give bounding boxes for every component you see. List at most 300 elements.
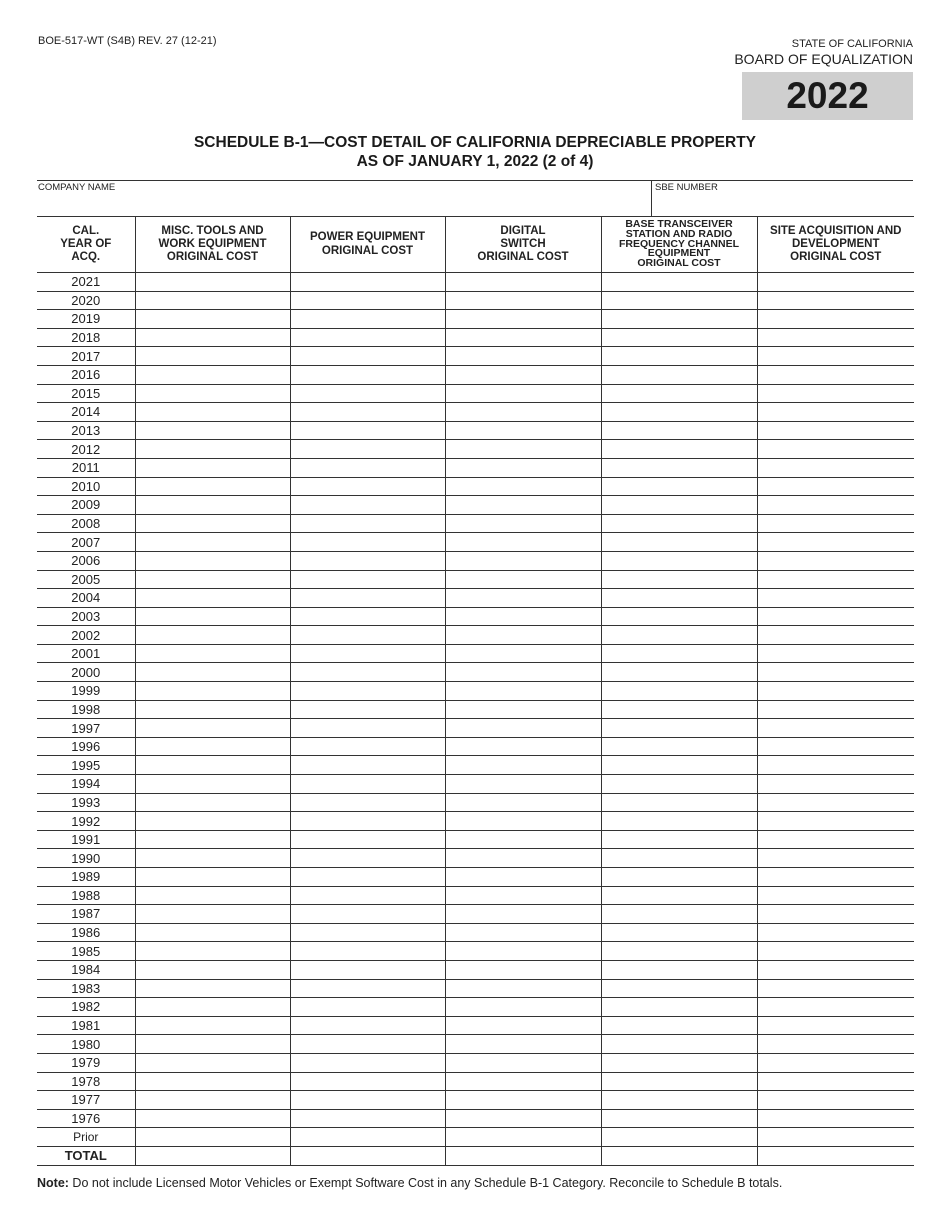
col-digital-switch-cell[interactable] — [445, 886, 601, 905]
col-site-acquisition-cell[interactable] — [757, 849, 914, 868]
col-base-transceiver-cell[interactable] — [601, 273, 757, 292]
col-site-acquisition-cell[interactable] — [757, 365, 914, 384]
col-base-transceiver-cell[interactable] — [601, 737, 757, 756]
table-row — [37, 719, 914, 738]
col-base-transceiver-cell[interactable] — [601, 514, 757, 533]
col-misc-tools-cell[interactable] — [135, 1016, 290, 1035]
col-misc-tools-cell[interactable] — [135, 291, 290, 310]
col-digital-switch-cell[interactable] — [445, 1091, 601, 1110]
col-power-equipment-cell[interactable] — [290, 477, 445, 496]
col-power-equipment-cell[interactable] — [290, 403, 445, 422]
col-base-transceiver-cell[interactable] — [601, 607, 757, 626]
col-digital-switch-cell[interactable] — [445, 421, 601, 440]
col-power-equipment-cell[interactable] — [290, 998, 445, 1017]
state-label: STATE OF CALIFORNIA — [791, 38, 913, 50]
col-digital-switch-cell[interactable] — [445, 310, 601, 329]
col-power-equipment-cell[interactable] — [290, 849, 445, 868]
header-line: ACQ. — [71, 251, 101, 264]
col-misc-tools-cell[interactable] — [135, 589, 290, 608]
col-digital-switch-cell[interactable] — [445, 849, 601, 868]
col-base-transceiver-cell[interactable] — [601, 1146, 757, 1165]
col-site-acquisition-cell[interactable] — [757, 682, 914, 701]
year-cell: 2016 — [37, 365, 135, 384]
col-base-transceiver-cell[interactable] — [601, 812, 757, 831]
col-site-acquisition-cell[interactable] — [757, 421, 914, 440]
col-site-acquisition-cell[interactable] — [757, 663, 914, 682]
col-site-acquisition-cell[interactable] — [757, 384, 914, 403]
col-base-transceiver-cell[interactable] — [601, 496, 757, 515]
col-misc-tools-cell[interactable] — [135, 830, 290, 849]
col-digital-switch-cell[interactable] — [445, 737, 601, 756]
company-name-field[interactable] — [37, 193, 649, 215]
col-site-acquisition-cell[interactable] — [757, 514, 914, 533]
col-power-equipment-cell[interactable] — [290, 1109, 445, 1128]
col-base-transceiver-cell[interactable] — [601, 1016, 757, 1035]
col-power-equipment-cell[interactable] — [290, 1146, 445, 1165]
col-base-transceiver-cell[interactable] — [601, 700, 757, 719]
col-power-equipment-cell[interactable] — [290, 273, 445, 292]
col-digital-switch-cell[interactable] — [445, 440, 601, 459]
col-misc-tools-cell[interactable] — [135, 533, 290, 552]
col-misc-tools-cell[interactable] — [135, 942, 290, 961]
year-cell: 1988 — [37, 886, 135, 905]
col-digital-switch-cell[interactable] — [445, 942, 601, 961]
header-line: ORIGINAL COST — [166, 251, 259, 264]
table-row — [37, 1035, 914, 1054]
col-digital-switch-cell[interactable] — [445, 477, 601, 496]
col-base-transceiver-cell[interactable] — [601, 849, 757, 868]
col-base-transceiver-cell[interactable] — [601, 551, 757, 570]
col-digital-switch-cell[interactable] — [445, 1146, 601, 1165]
col-base-transceiver-cell[interactable] — [601, 960, 757, 979]
col-digital-switch-cell[interactable] — [445, 793, 601, 812]
year-cell: 2011 — [37, 458, 135, 477]
header-line: CAL. — [72, 224, 100, 237]
col-site-acquisition-cell[interactable] — [757, 1072, 914, 1091]
col-misc-tools-cell[interactable] — [135, 644, 290, 663]
col-power-equipment-cell[interactable] — [290, 979, 445, 998]
col-base-transceiver-cell[interactable] — [601, 923, 757, 942]
col-digital-switch-cell[interactable] — [445, 347, 601, 366]
col-base-transceiver-cell[interactable] — [601, 328, 757, 347]
col-power-equipment-cell[interactable] — [290, 663, 445, 682]
col-site-acquisition-cell[interactable] — [757, 273, 914, 292]
year-cell: 1982 — [37, 998, 135, 1017]
col-site-acquisition-cell[interactable] — [757, 347, 914, 366]
col-power-equipment-cell[interactable] — [290, 830, 445, 849]
col-digital-switch-cell[interactable] — [445, 458, 601, 477]
col-power-equipment-cell[interactable] — [290, 886, 445, 905]
col-base-transceiver-cell[interactable] — [601, 942, 757, 961]
col-power-equipment-cell[interactable] — [290, 551, 445, 570]
col-site-acquisition-cell[interactable] — [757, 960, 914, 979]
col-power-equipment-cell[interactable] — [290, 440, 445, 459]
col-misc-tools-cell[interactable] — [135, 868, 290, 887]
col-misc-tools-cell[interactable] — [135, 1146, 290, 1165]
col-digital-switch-cell[interactable] — [445, 1128, 601, 1147]
col-power-equipment-cell[interactable] — [290, 682, 445, 701]
col-misc-tools-cell[interactable] — [135, 607, 290, 626]
col-misc-tools-cell[interactable] — [135, 923, 290, 942]
col-power-equipment-cell[interactable] — [290, 868, 445, 887]
col-site-acquisition-cell[interactable] — [757, 328, 914, 347]
col-site-acquisition-cell[interactable] — [757, 496, 914, 515]
col-site-acquisition-cell[interactable] — [757, 1016, 914, 1035]
col-base-transceiver-cell[interactable] — [601, 1109, 757, 1128]
header-line: BASE TRANSCEIVER — [625, 217, 733, 230]
table-row — [37, 905, 914, 924]
col-site-acquisition-cell[interactable] — [757, 923, 914, 942]
col-misc-tools-cell[interactable] — [135, 663, 290, 682]
year-cell: 1999 — [37, 682, 135, 701]
col-power-equipment-cell[interactable] — [290, 514, 445, 533]
col-power-equipment-cell[interactable] — [290, 942, 445, 961]
col-digital-switch-cell[interactable] — [445, 682, 601, 701]
table-row — [37, 886, 914, 905]
header-line: YEAR OF — [60, 237, 112, 250]
col-site-acquisition-cell[interactable] — [757, 905, 914, 924]
col-misc-tools-cell[interactable] — [135, 905, 290, 924]
col-base-transceiver-cell[interactable] — [601, 663, 757, 682]
col-power-equipment-cell[interactable] — [290, 775, 445, 794]
col-power-equipment-cell[interactable] — [290, 1035, 445, 1054]
col-site-acquisition-cell[interactable] — [757, 403, 914, 422]
col-power-equipment-cell[interactable] — [290, 1128, 445, 1147]
col-power-equipment-cell[interactable] — [290, 496, 445, 515]
col-digital-switch-cell[interactable] — [445, 589, 601, 608]
col-site-acquisition-cell[interactable] — [757, 607, 914, 626]
col-misc-tools-cell[interactable] — [135, 477, 290, 496]
col-power-equipment-cell[interactable] — [290, 458, 445, 477]
year-cell: 1976 — [37, 1109, 135, 1128]
col-site-acquisition-cell[interactable] — [757, 812, 914, 831]
table-row — [37, 384, 914, 403]
col-site-acquisition-cell[interactable] — [757, 477, 914, 496]
col-digital-switch-cell[interactable] — [445, 273, 601, 292]
col-misc-tools-cell[interactable] — [135, 960, 290, 979]
col-digital-switch-cell[interactable] — [445, 384, 601, 403]
col-misc-tools-cell[interactable] — [135, 719, 290, 738]
year-cell: 1984 — [37, 960, 135, 979]
col-power-equipment-cell[interactable] — [290, 812, 445, 831]
col-base-transceiver-cell[interactable] — [601, 570, 757, 589]
table-row — [37, 793, 914, 812]
year-cell: 1996 — [37, 737, 135, 756]
year-cell: 2021 — [37, 273, 135, 292]
col-site-acquisition-cell[interactable] — [757, 830, 914, 849]
header-line: ORIGINAL COST — [637, 257, 721, 270]
col-base-transceiver-cell[interactable] — [601, 719, 757, 738]
col-site-acquisition-cell[interactable] — [757, 1091, 914, 1110]
col-power-equipment-cell[interactable] — [290, 1053, 445, 1072]
table-row — [37, 514, 914, 533]
year-cell: 1990 — [37, 849, 135, 868]
col-power-equipment-cell[interactable] — [290, 310, 445, 329]
col-site-acquisition-cell[interactable] — [757, 737, 914, 756]
col-digital-switch-cell[interactable] — [445, 775, 601, 794]
col-digital-switch-cell[interactable] — [445, 570, 601, 589]
col-digital-switch-cell[interactable] — [445, 644, 601, 663]
col-digital-switch-cell[interactable] — [445, 1109, 601, 1128]
col-base-transceiver-cell[interactable] — [601, 1035, 757, 1054]
col-site-acquisition-cell[interactable] — [757, 868, 914, 887]
table-row — [37, 923, 914, 942]
col-base-transceiver-cell[interactable] — [601, 440, 757, 459]
year-cell: 2008 — [37, 514, 135, 533]
col-site-acquisition-cell[interactable] — [757, 998, 914, 1017]
col-base-transceiver-cell[interactable] — [601, 682, 757, 701]
table-row — [37, 979, 914, 998]
year-cell: 2000 — [37, 663, 135, 682]
col-site-acquisition-cell[interactable] — [757, 719, 914, 738]
board-label: BOARD OF EQUALIZATION — [734, 51, 913, 67]
table-row — [37, 607, 914, 626]
col-power-equipment-cell[interactable] — [290, 793, 445, 812]
col-power-equipment-cell[interactable] — [290, 291, 445, 310]
col-misc-tools-cell[interactable] — [135, 979, 290, 998]
col-misc-tools-cell[interactable] — [135, 1035, 290, 1054]
col-base-transceiver-cell[interactable] — [601, 458, 757, 477]
col-power-equipment-cell[interactable] — [290, 1091, 445, 1110]
col-power-equipment-cell[interactable] — [290, 384, 445, 403]
col-digital-switch-cell[interactable] — [445, 979, 601, 998]
header-line: ORIGINAL COST — [477, 251, 569, 264]
col-digital-switch-cell[interactable] — [445, 998, 601, 1017]
year-cell: 1980 — [37, 1035, 135, 1054]
col-power-equipment-cell[interactable] — [290, 756, 445, 775]
table-header-row — [37, 217, 914, 273]
sbe-number-field[interactable] — [655, 193, 911, 215]
col-misc-tools-cell[interactable] — [135, 1091, 290, 1110]
col-misc-tools-cell[interactable] — [135, 440, 290, 459]
col-digital-switch-cell[interactable] — [445, 700, 601, 719]
col-misc-tools-cell[interactable] — [135, 310, 290, 329]
col-digital-switch-cell[interactable] — [445, 551, 601, 570]
col-digital-switch-cell[interactable] — [445, 719, 601, 738]
col-misc-tools-cell[interactable] — [135, 347, 290, 366]
col-power-equipment-cell[interactable] — [290, 960, 445, 979]
col-site-acquisition-cell[interactable] — [757, 942, 914, 961]
col-site-acquisition-cell[interactable] — [757, 1053, 914, 1072]
col-base-transceiver-cell[interactable] — [601, 979, 757, 998]
table-row — [37, 812, 914, 831]
col-site-acquisition-cell[interactable] — [757, 533, 914, 552]
col-digital-switch-cell[interactable] — [445, 365, 601, 384]
col-site-acquisition-cell[interactable] — [757, 979, 914, 998]
col-misc-tools-cell[interactable] — [135, 273, 290, 292]
col-misc-tools-cell[interactable] — [135, 793, 290, 812]
col-misc-tools-cell[interactable] — [135, 682, 290, 701]
col-base-transceiver-cell[interactable] — [601, 756, 757, 775]
col-digital-switch-cell[interactable] — [445, 663, 601, 682]
col-base-transceiver-cell[interactable] — [601, 1128, 757, 1147]
col-site-acquisition-cell[interactable] — [757, 570, 914, 589]
col-misc-tools-cell[interactable] — [135, 421, 290, 440]
col-power-equipment-cell[interactable] — [290, 570, 445, 589]
col-power-equipment-cell[interactable] — [290, 1016, 445, 1035]
col-base-transceiver-cell[interactable] — [601, 1053, 757, 1072]
col-site-acquisition-cell[interactable] — [757, 458, 914, 477]
col-digital-switch-cell[interactable] — [445, 328, 601, 347]
col-base-transceiver-cell[interactable] — [601, 775, 757, 794]
col-base-transceiver-cell[interactable] — [601, 830, 757, 849]
col-base-transceiver-cell[interactable] — [601, 905, 757, 924]
col-site-acquisition-cell[interactable] — [757, 626, 914, 645]
sbe-number-label: SBE NUMBER — [655, 182, 718, 193]
col-power-equipment-cell[interactable] — [290, 347, 445, 366]
col-base-transceiver-cell[interactable] — [601, 477, 757, 496]
col-base-transceiver-cell[interactable] — [601, 868, 757, 887]
col-base-transceiver-cell[interactable] — [601, 886, 757, 905]
col-power-equipment-cell[interactable] — [290, 533, 445, 552]
year-cell: TOTAL — [37, 1146, 135, 1165]
col-digital-switch-cell[interactable] — [445, 496, 601, 515]
col-power-equipment-cell[interactable] — [290, 644, 445, 663]
col-site-acquisition-cell[interactable] — [757, 886, 914, 905]
col-digital-switch-cell[interactable] — [445, 626, 601, 645]
col-site-acquisition-cell[interactable] — [757, 440, 914, 459]
col-base-transceiver-cell[interactable] — [601, 365, 757, 384]
col-power-equipment-cell[interactable] — [290, 589, 445, 608]
col-site-acquisition-cell[interactable] — [757, 589, 914, 608]
col-digital-switch-cell[interactable] — [445, 756, 601, 775]
col-base-transceiver-cell[interactable] — [601, 310, 757, 329]
col-power-equipment-cell[interactable] — [290, 365, 445, 384]
col-site-acquisition-cell[interactable] — [757, 310, 914, 329]
col-power-equipment-header — [290, 217, 445, 273]
col-site-acquisition-cell[interactable] — [757, 1109, 914, 1128]
col-digital-switch-cell[interactable] — [445, 830, 601, 849]
table-row — [37, 1091, 914, 1110]
col-misc-tools-cell[interactable] — [135, 1109, 290, 1128]
col-power-equipment-cell[interactable] — [290, 719, 445, 738]
col-cal-year-header — [37, 217, 135, 273]
table-row — [37, 477, 914, 496]
col-misc-tools-cell[interactable] — [135, 812, 290, 831]
header-line: STATION AND RADIO — [625, 227, 733, 240]
col-misc-tools-cell[interactable] — [135, 496, 290, 515]
page-subtitle: AS OF JANUARY 1, 2022 (2 of 4) — [356, 153, 594, 170]
col-digital-switch-cell[interactable] — [445, 1053, 601, 1072]
table-row — [37, 700, 914, 719]
col-power-equipment-cell[interactable] — [290, 607, 445, 626]
col-site-acquisition-cell[interactable] — [757, 1128, 914, 1147]
col-site-acquisition-cell[interactable] — [757, 551, 914, 570]
year-cell: 2009 — [37, 496, 135, 515]
col-power-equipment-cell[interactable] — [290, 700, 445, 719]
col-digital-switch-cell[interactable] — [445, 514, 601, 533]
col-misc-tools-cell[interactable] — [135, 328, 290, 347]
table-row — [37, 1016, 914, 1035]
col-misc-tools-cell[interactable] — [135, 737, 290, 756]
cost-detail-table — [37, 216, 914, 1166]
col-misc-tools-cell[interactable] — [135, 458, 290, 477]
col-misc-tools-cell[interactable] — [135, 700, 290, 719]
col-misc-tools-cell[interactable] — [135, 365, 290, 384]
col-site-acquisition-cell[interactable] — [757, 644, 914, 663]
col-misc-tools-cell[interactable] — [135, 1053, 290, 1072]
col-base-transceiver-cell[interactable] — [601, 998, 757, 1017]
col-digital-switch-cell[interactable] — [445, 403, 601, 422]
col-misc-tools-cell[interactable] — [135, 886, 290, 905]
col-base-transceiver-cell[interactable] — [601, 403, 757, 422]
col-digital-switch-cell[interactable] — [445, 607, 601, 626]
col-digital-switch-header — [445, 217, 601, 273]
col-digital-switch-cell[interactable] — [445, 960, 601, 979]
col-digital-switch-cell[interactable] — [445, 1035, 601, 1054]
col-site-acquisition-cell[interactable] — [757, 291, 914, 310]
col-digital-switch-cell[interactable] — [445, 1016, 601, 1035]
col-misc-tools-cell[interactable] — [135, 626, 290, 645]
header-line: DIGITAL — [500, 224, 546, 237]
col-digital-switch-cell[interactable] — [445, 905, 601, 924]
col-base-transceiver-cell[interactable] — [601, 421, 757, 440]
col-misc-tools-cell[interactable] — [135, 551, 290, 570]
col-site-acquisition-cell[interactable] — [757, 793, 914, 812]
col-digital-switch-cell[interactable] — [445, 291, 601, 310]
table-row — [37, 458, 914, 477]
col-power-equipment-cell[interactable] — [290, 737, 445, 756]
col-digital-switch-cell[interactable] — [445, 533, 601, 552]
col-digital-switch-cell[interactable] — [445, 1072, 601, 1091]
col-misc-tools-cell[interactable] — [135, 1072, 290, 1091]
col-base-transceiver-cell[interactable] — [601, 793, 757, 812]
page-title: SCHEDULE B-1—COST DETAIL OF CALIFORNIA DEPRECIABLE PROPERTY — [193, 134, 757, 151]
col-misc-tools-cell[interactable] — [135, 756, 290, 775]
col-misc-tools-cell[interactable] — [135, 775, 290, 794]
col-power-equipment-cell[interactable] — [290, 421, 445, 440]
table-row — [37, 756, 914, 775]
col-digital-switch-cell[interactable] — [445, 868, 601, 887]
table-row — [37, 1109, 914, 1128]
col-power-equipment-cell[interactable] — [290, 923, 445, 942]
col-base-transceiver-cell[interactable] — [601, 644, 757, 663]
col-misc-tools-cell[interactable] — [135, 1128, 290, 1147]
col-misc-tools-cell[interactable] — [135, 998, 290, 1017]
table-row — [37, 440, 914, 459]
col-misc-tools-cell[interactable] — [135, 514, 290, 533]
col-base-transceiver-cell[interactable] — [601, 1091, 757, 1110]
col-power-equipment-cell[interactable] — [290, 626, 445, 645]
col-base-transceiver-cell[interactable] — [601, 533, 757, 552]
col-misc-tools-cell[interactable] — [135, 403, 290, 422]
col-misc-tools-cell[interactable] — [135, 384, 290, 403]
col-base-transceiver-cell[interactable] — [601, 626, 757, 645]
header-line: SITE ACQUISITION AND — [770, 224, 902, 237]
col-base-transceiver-cell[interactable] — [601, 589, 757, 608]
table-row — [37, 626, 914, 645]
col-base-transceiver-cell[interactable] — [601, 291, 757, 310]
col-site-acquisition-cell[interactable] — [757, 1146, 914, 1165]
table-row — [37, 830, 914, 849]
col-digital-switch-cell[interactable] — [445, 812, 601, 831]
col-base-transceiver-cell[interactable] — [601, 384, 757, 403]
col-base-transceiver-cell[interactable] — [601, 1072, 757, 1091]
table-row — [37, 868, 914, 887]
header-line: MISC. TOOLS AND — [161, 224, 264, 237]
col-power-equipment-cell[interactable] — [290, 328, 445, 347]
col-power-equipment-cell[interactable] — [290, 1072, 445, 1091]
col-digital-switch-cell[interactable] — [445, 923, 601, 942]
col-misc-tools-cell[interactable] — [135, 570, 290, 589]
col-site-acquisition-cell[interactable] — [757, 756, 914, 775]
col-misc-tools-cell[interactable] — [135, 849, 290, 868]
col-site-acquisition-cell[interactable] — [757, 1035, 914, 1054]
col-site-acquisition-cell[interactable] — [757, 775, 914, 794]
col-site-acquisition-cell[interactable] — [757, 700, 914, 719]
col-base-transceiver-cell[interactable] — [601, 347, 757, 366]
col-power-equipment-cell[interactable] — [290, 905, 445, 924]
